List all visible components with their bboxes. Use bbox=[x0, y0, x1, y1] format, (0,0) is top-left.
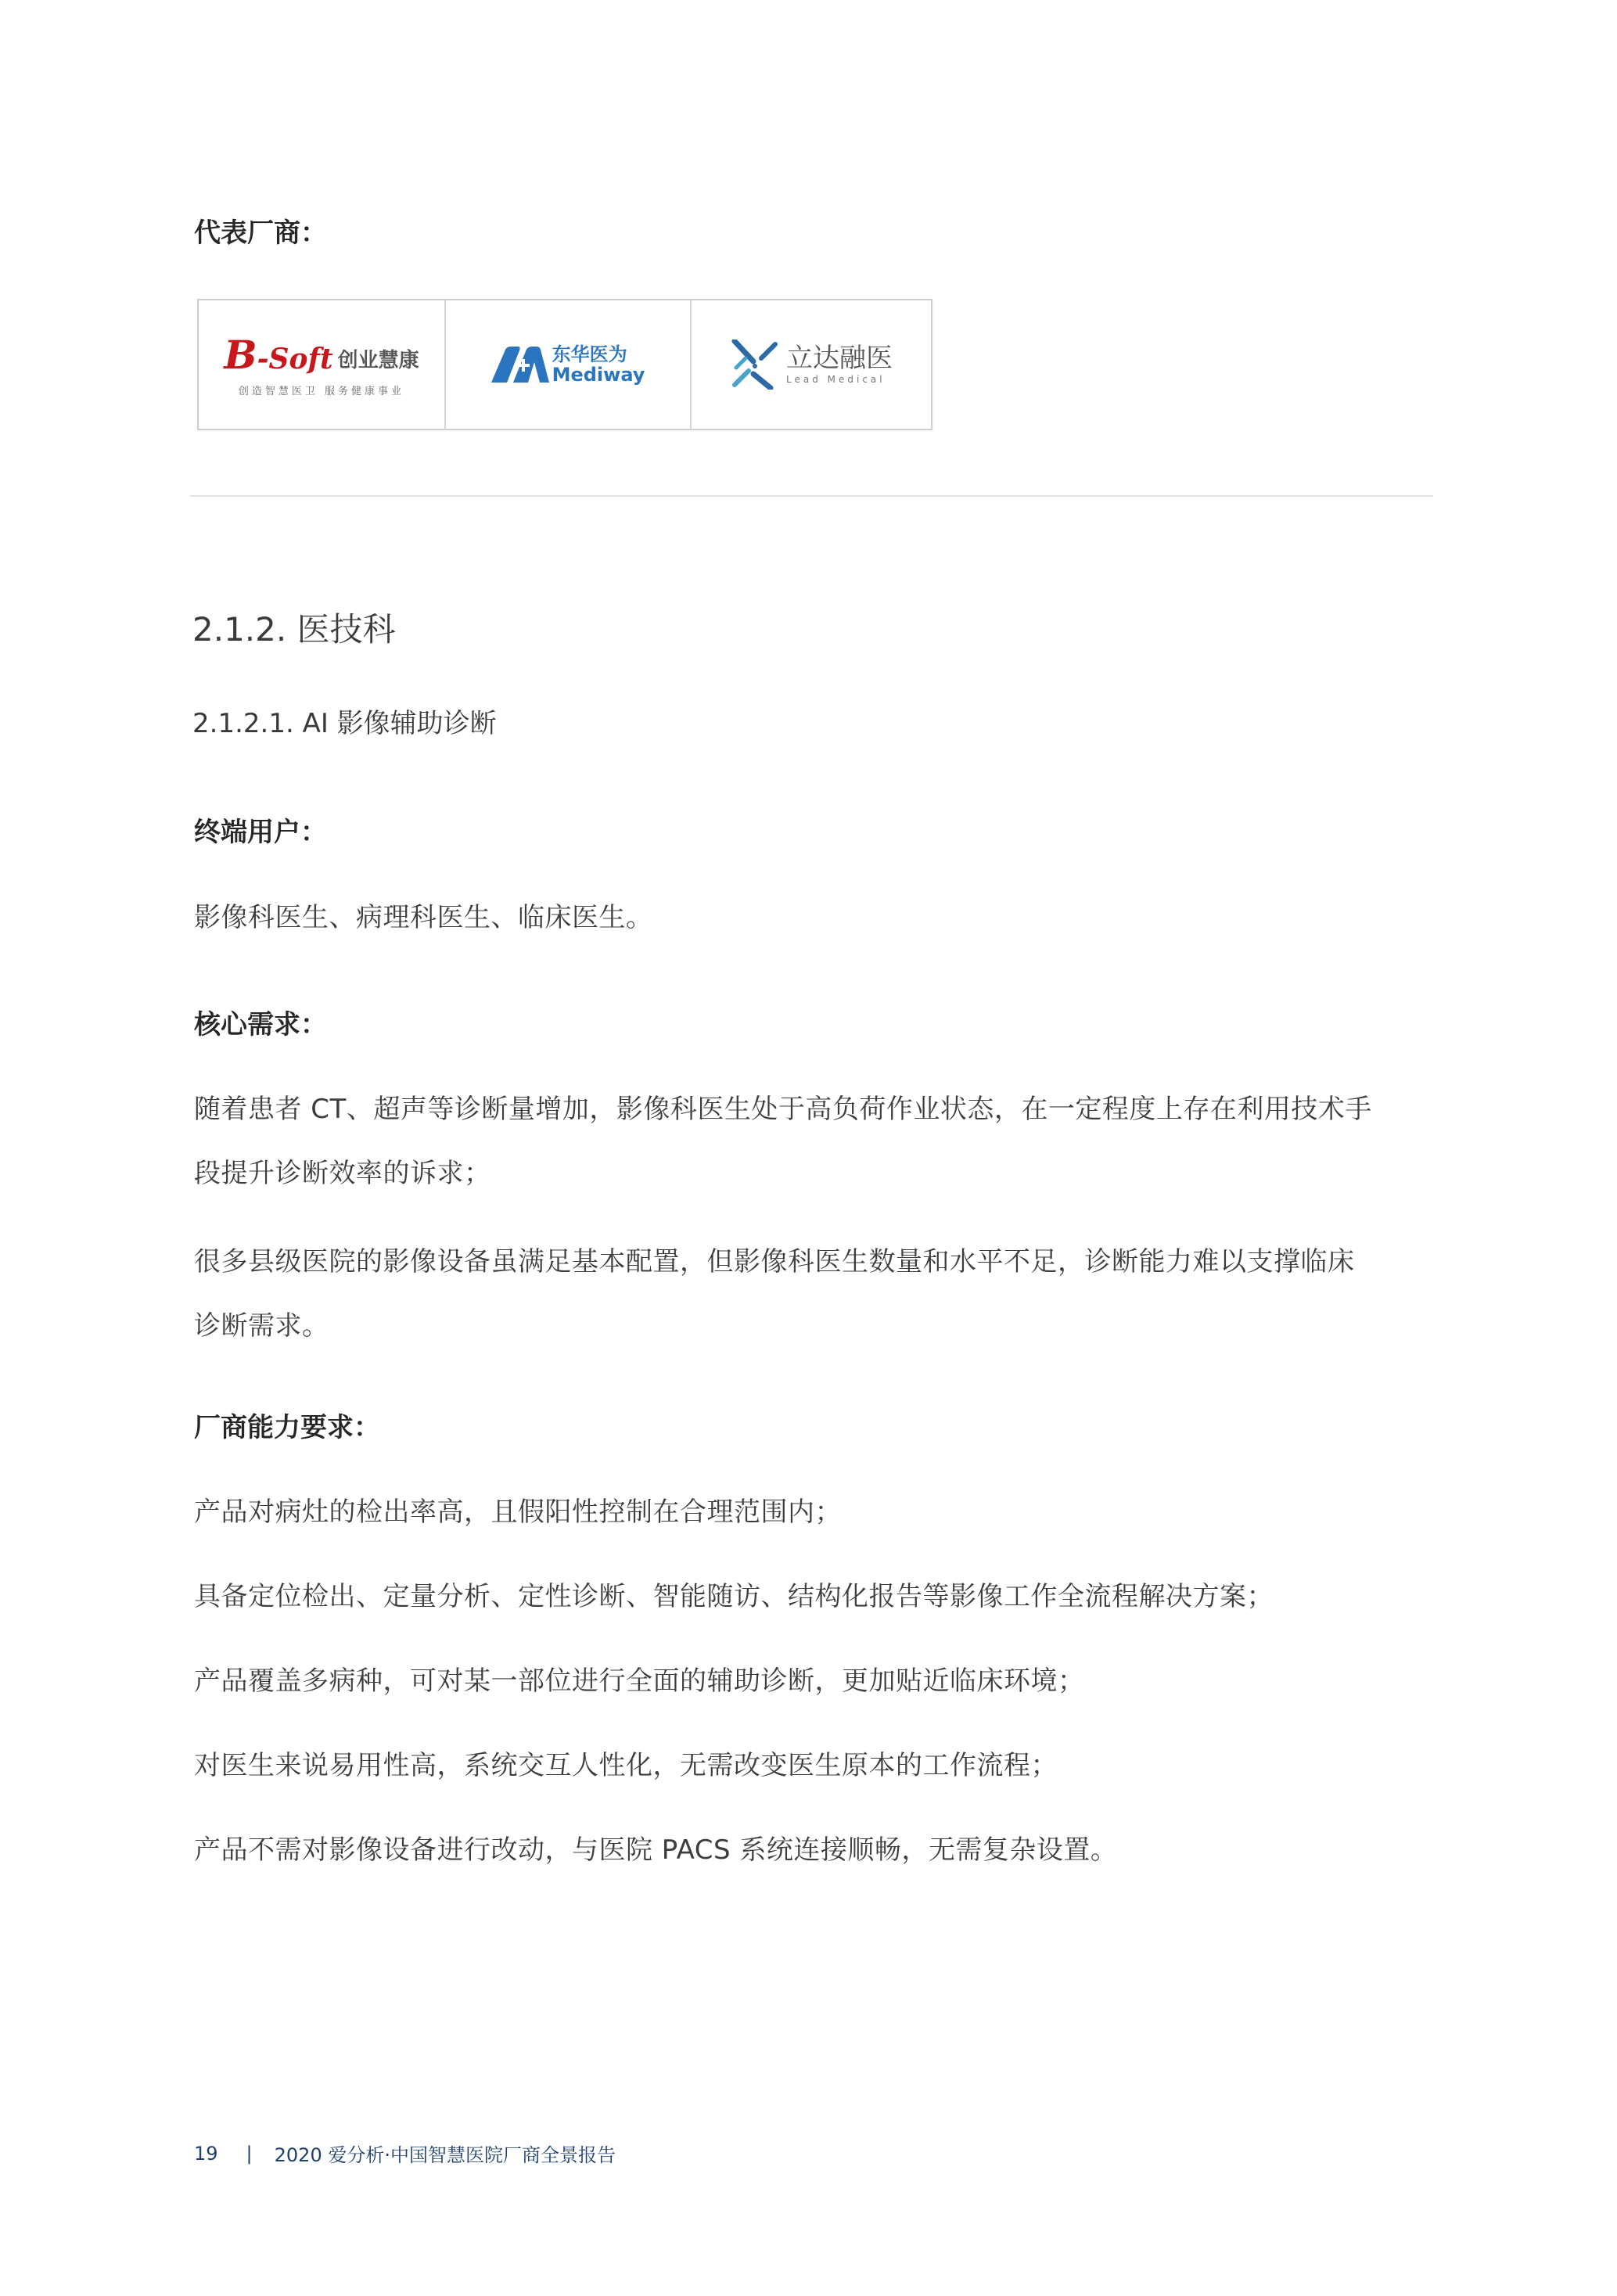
vendor-requirement-item: 产品对病灶的检出率高，且假阳性控制在合理范围内； bbox=[194, 1497, 842, 1528]
core-needs-paragraph-1-line-2: 段提升诊断效率的诉求； bbox=[194, 1158, 491, 1189]
vendor-logo-bsoft bbox=[199, 300, 444, 429]
vendor-requirement-item: 产品覆盖多病种，可对某一部位进行全面的辅助诊断，更加贴近临床环境； bbox=[194, 1665, 1085, 1697]
vendor-requirement-item: 具备定位检出、定量分析、定性诊断、智能随访、结构化报告等影像工作全流程解决方案； bbox=[194, 1581, 1274, 1612]
representative-vendors-label: 代表厂商： bbox=[194, 217, 327, 249]
page-number: 19 bbox=[194, 2142, 218, 2165]
vendor-requirement-item: 对医生来说易用性高，系统交互人性化，无需改变医生原本的工作流程； bbox=[194, 1750, 1058, 1781]
end-users-text: 影像科医生、病理科医生、临床医生。 bbox=[194, 902, 653, 933]
vendor-requirement-item: 产品不需对影像设备进行改动，与医院 PACS 系统连接顺畅，无需复杂设置。 bbox=[194, 1834, 1118, 1866]
vendor-logo-lead-medical bbox=[690, 300, 931, 429]
core-needs-paragraph-2-line-2: 诊断需求。 bbox=[194, 1310, 329, 1342]
mediway-chinese-name: 东华医为 bbox=[552, 343, 627, 365]
report-title: 2020 爱分析·中国智慧医院厂商全景报告 bbox=[274, 2144, 616, 2166]
mediway-english-name: Mediway bbox=[552, 364, 645, 386]
lead-medical-english-name: Lead Medical bbox=[786, 374, 886, 385]
end-users-label: 终端用户： bbox=[194, 817, 327, 848]
footer-separator: | bbox=[246, 2142, 253, 2165]
mediway-mark-icon bbox=[491, 347, 549, 383]
core-needs-paragraph-1-line-1: 随着患者 CT、超声等诊断量增加，影像科医生处于高负荷作业状态，在一定程度上存在利用技术手 bbox=[194, 1094, 1372, 1125]
core-needs-paragraph-2-line-1: 很多县级医院的影像设备虽满足基本配置，但影像科医生数量和水平不足，诊断能力难以支撑临床 bbox=[194, 1246, 1355, 1277]
page-footer bbox=[194, 2140, 616, 2167]
subsection-heading: 2.1.2.1. AI 影像辅助诊断 bbox=[192, 708, 497, 739]
lead-medical-x-mark-icon bbox=[730, 340, 780, 390]
vendor-requirements-label: 厂商能力要求： bbox=[194, 1412, 380, 1443]
section-heading: 2.1.2. 医技科 bbox=[192, 610, 396, 649]
vendor-logo-grid bbox=[197, 299, 932, 430]
bsoft-chinese-name: 创业慧康 bbox=[337, 349, 419, 372]
core-needs-label: 核心需求： bbox=[194, 1009, 327, 1040]
lead-medical-chinese-name: 立达融医 bbox=[786, 343, 893, 374]
bsoft-wordmark: B-Soft bbox=[224, 332, 333, 378]
vendor-logo-mediway bbox=[444, 300, 690, 429]
section-divider bbox=[190, 495, 1433, 497]
bsoft-slogan: 创造智慧医卫 服务健康事业 bbox=[238, 386, 405, 397]
